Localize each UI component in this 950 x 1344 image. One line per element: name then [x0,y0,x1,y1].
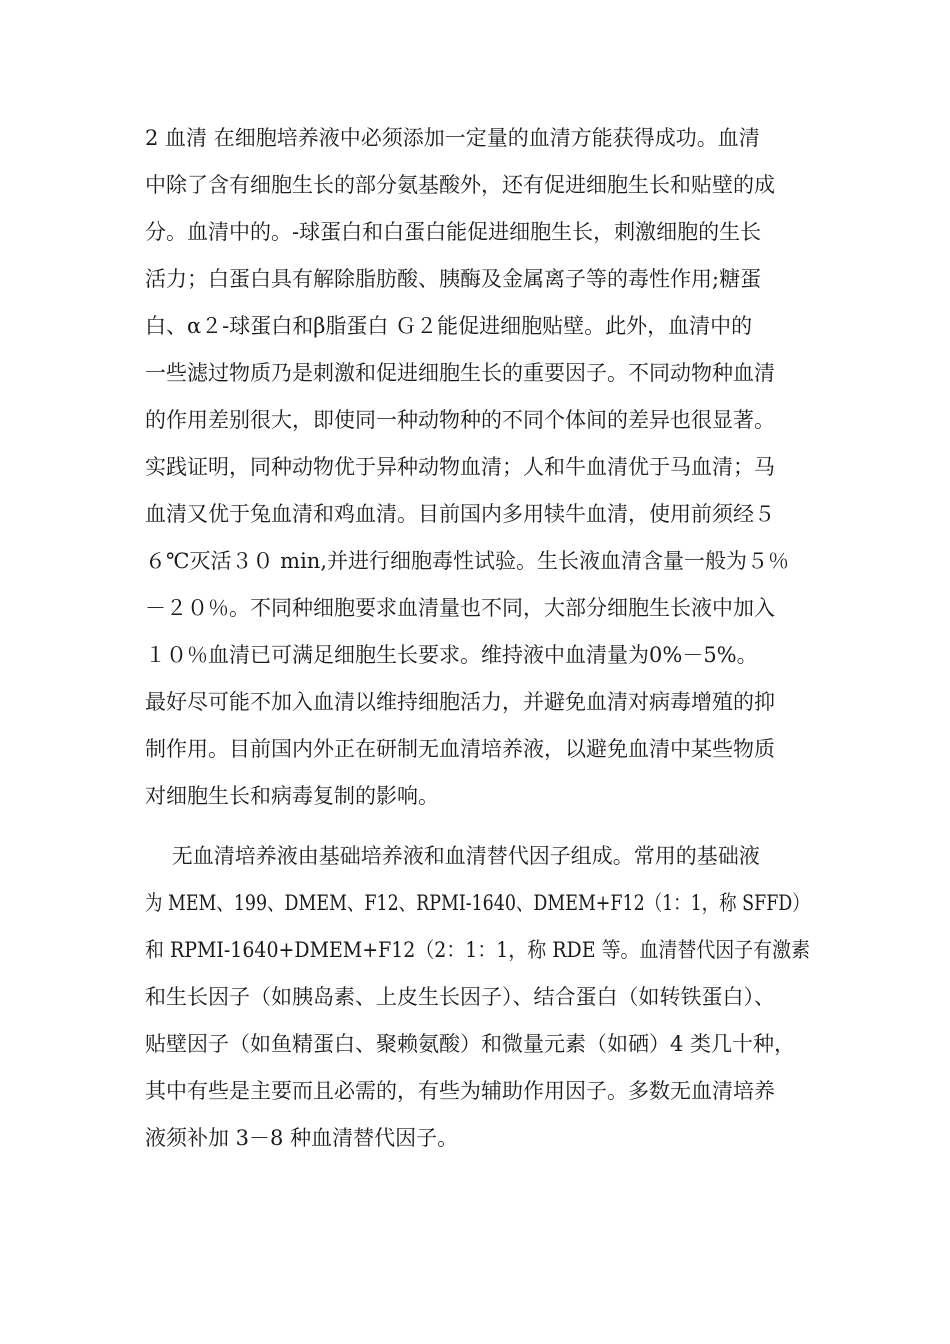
text-line: 贴壁因子（如鱼精蛋白、聚赖氨酸）和微量元素（如硒）4 类几十种， [145,1032,796,1056]
text-line: ６℃灭活３０ min,并进行细胞毒性试验。生长液血清含量一般为５％ [145,549,789,573]
text-line: 无血清培养液由基础培养液和血清替代因子组成。常用的基础液 [145,844,760,868]
text-line: 白、α２-球蛋白和β脂蛋白 Ｇ２能促进细胞贴壁。此外，血清中的 [145,314,753,338]
text-line: 液须补加 3－8 种血清替代因子。 [145,1126,459,1150]
text-line: 中除了含有细胞生长的部分氨基酸外，还有促进细胞生长和贴壁的成 [145,173,775,197]
text-line: 一些滤过物质乃是刺激和促进细胞生长的重要因子。不同动物种血清 [145,361,775,385]
text-line: 实践证明，同种动物优于异种动物血清；人和牛血清优于马血清；马 [145,455,775,479]
text-line: 最好尽可能不加入血清以维持细胞活力，并避免血清对病毒增殖的抑 [145,690,775,714]
text-line: 制作用。目前国内外正在研制无血清培养液，以避免血清中某些物质 [145,737,775,761]
text-line: １０％血清已可满足细胞生长要求。维持液中血清量为0%－5%。 [145,643,758,667]
text-line: 2 血清 在细胞培养液中必须添加一定量的血清方能获得成功。血清 [145,126,760,150]
text-line: 分。血清中的。-球蛋白和白蛋白能促进细胞生长，刺激细胞的生长 [145,220,762,244]
text-line: －２０％。不同种细胞要求血清量也不同，大部分细胞生长液中加入 [145,596,775,620]
text-line: 活力；白蛋白具有解除脂肪酸、胰酶及金属离子等的毒性作用;糖蛋 [145,267,762,291]
text-line: 为 MEM、199、DMEM、F12、RPMI-1640、DMEM+F12（1：1，称 SFFD） [145,891,810,915]
text-line: 和生长因子（如胰岛素、上皮生长因子）、结合蛋白（如转铁蛋白）、 [145,985,775,1009]
text-line: 血清又优于兔血清和鸡血清。目前国内多用犊牛血清，使用前须经５ [145,502,775,526]
text-line: 的作用差别很大，即使同一种动物种的不同个体间的差异也很显著。 [145,408,775,432]
text-line: 和 RPMI-1640+DMEM+F12（2：1：1，称 RDE 等。血清替代因子有激素 [145,938,811,962]
text-line: 其中有些是主要而且必需的，有些为辅助作用因子。多数无血清培养 [145,1079,775,1103]
text-line: 对细胞生长和病毒复制的影响。 [145,784,439,808]
